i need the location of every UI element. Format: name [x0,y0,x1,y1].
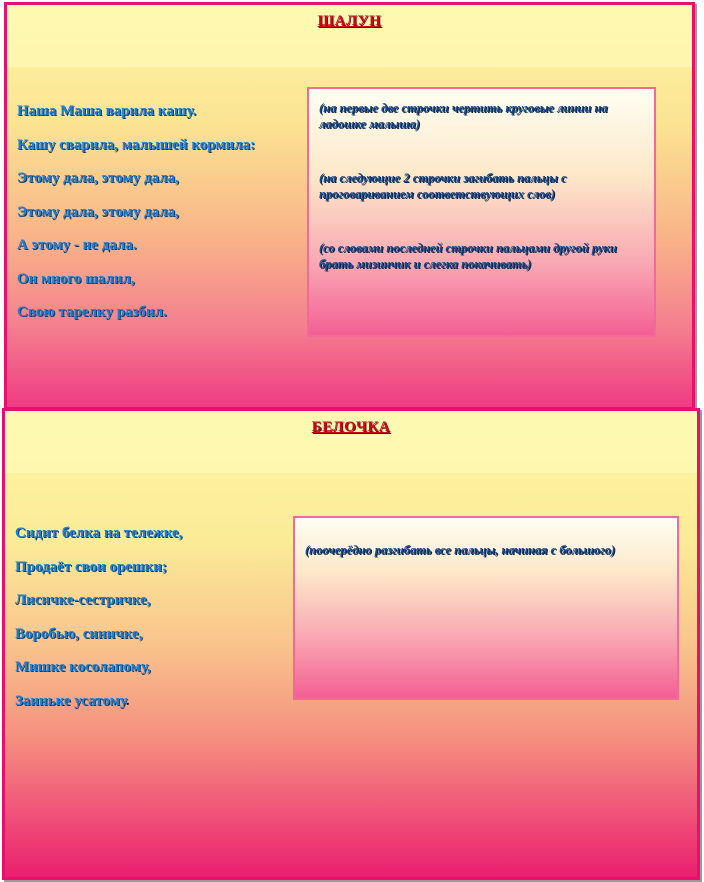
verse-line: Кашу сварила, малышей кормила: [17,136,256,153]
verse-line: Этому дала, этому дала, [17,170,179,186]
section-title: ШАЛУН [317,13,382,29]
verse-block [17,101,255,336]
section-title: БЕЛОЧКА [311,419,391,435]
verse-line: Лисичке-сестричке, [15,592,151,608]
verse-block [15,523,182,724]
instruction-note: (на следующие 2 строчки загибать пальцы с проговариванием соответствующих слов) [319,171,567,201]
verse-line: Он много шалил, [17,270,135,287]
instruction-note: (поочерёдно разгибать все пальцы, начиная с большого) [305,543,616,557]
instructions-box [307,87,656,337]
instructions-box [293,516,679,700]
verse-line: Сидит белка на тележке, [15,525,183,541]
verse-line: Этому дала, этому дала, [17,203,179,220]
instruction-note: (со словами последней строчки пальцами другой руки брать мизинчик и слегка покачивать) [319,241,617,271]
verse-line: Наша Маша варила кашу. [17,103,197,119]
verse-line-text: Заиньке усатому [15,692,126,709]
verse-line: Продаёт свои орешки; [15,558,167,575]
instruction-note: (на первые две строчки чертить круговые линии на ладошке малыша) [319,101,608,131]
verse-end-period: . [125,692,130,709]
card-belochka [2,408,700,880]
verse-line: Воробью, синичке, [15,625,143,642]
verse-line: А этому - не дала. [17,237,137,253]
card-shalun [4,2,695,410]
verse-line-last [15,691,182,725]
verse-line: Мишке косолапому, [15,659,151,675]
verse-line: Свою тарелку разбил. [17,304,167,320]
